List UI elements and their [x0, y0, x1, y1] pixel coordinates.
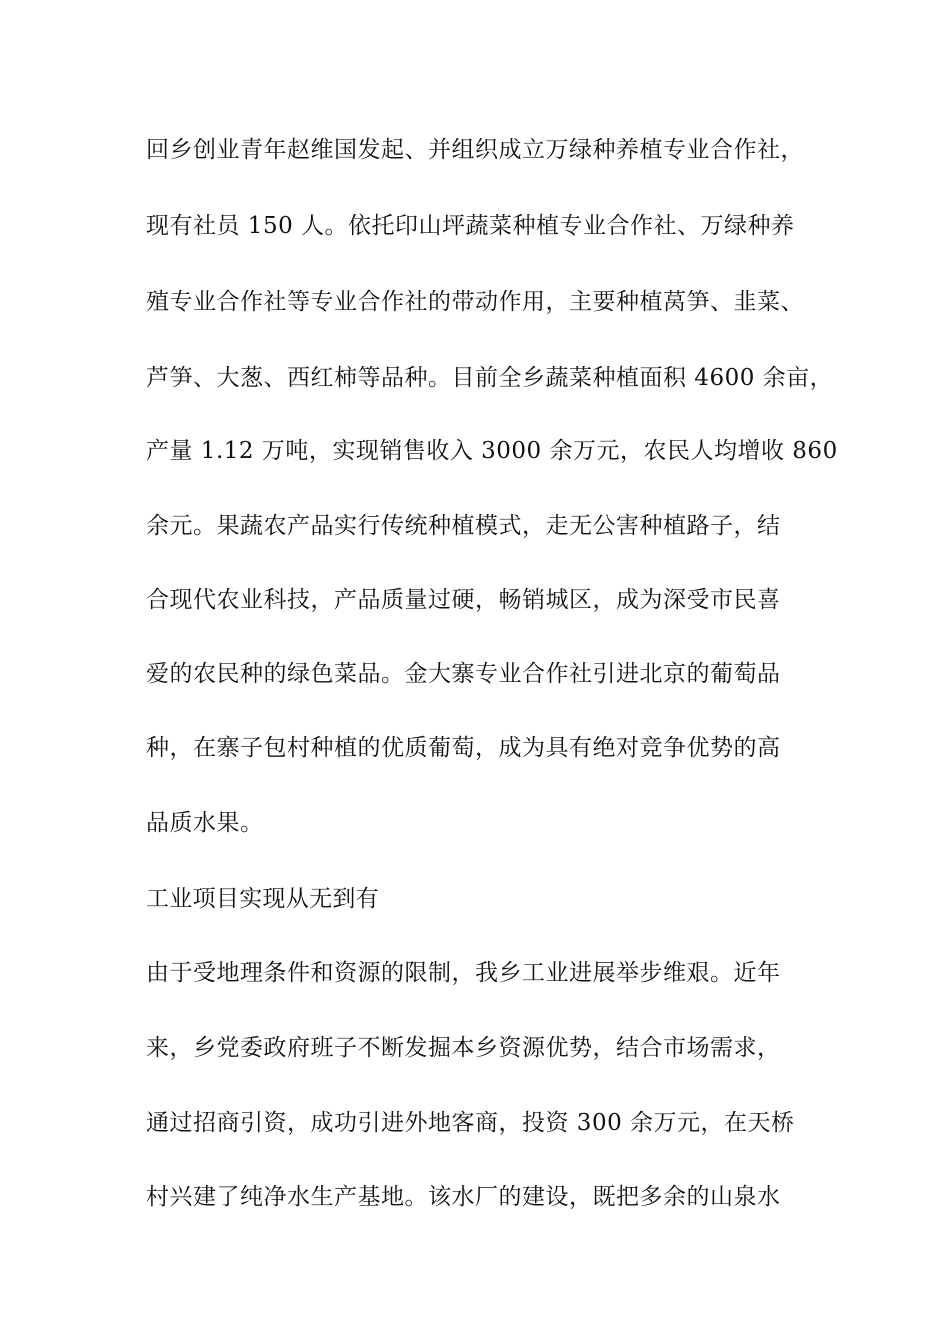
paragraph-line: 由于受地理条件和资源的限制，我乡工业进展举步维艰。近年	[146, 960, 781, 986]
paragraph-line: 村兴建了纯净水生产基地。该水厂的建设，既把多余的山泉水	[146, 1184, 781, 1210]
paragraph-line: 来，乡党委政府班子不断发掘本乡资源优势，结合市场需求，	[146, 1035, 781, 1061]
paragraph-line: 现有社员 150 人。依托印山坪蔬菜种植专业合作社、万绿种养	[146, 213, 795, 239]
paragraph-line: 品质水果。	[146, 810, 264, 836]
paragraph-line: 种，在寨子包村种植的优质葡萄，成为具有绝对竞争优势的高	[146, 735, 781, 761]
paragraph-line: 回乡创业青年赵维国发起、并组织成立万绿种养植专业合作社，	[146, 137, 804, 163]
paragraph-line: 合现代农业科技，产品质量过硬，畅销城区，成为深受市民喜	[146, 587, 781, 613]
paragraph-line: 通过招商引资，成功引进外地客商，投资 300 余万元，在天桥	[146, 1110, 795, 1136]
paragraph-line: 爱的农民种的绿色菜品。金大寨专业合作社引进北京的葡萄品	[146, 661, 781, 687]
paragraph-line: 芦笋、大葱、西红柿等品种。目前全乡蔬菜种植面积 4600 余亩，	[146, 365, 834, 391]
paragraph-line: 余元。果蔬农产品实行传统种植模式，走无公害种植路子，结	[146, 513, 781, 539]
paragraph-line: 产量 1.12 万吨，实现销售收入 3000 余万元，农民人均增收 860	[146, 438, 838, 464]
paragraph-line: 殖专业合作社等专业合作社的带动作用，主要种植莴笋、韭菜、	[146, 289, 804, 315]
section-heading: 工业项目实现从无到有	[146, 886, 379, 912]
